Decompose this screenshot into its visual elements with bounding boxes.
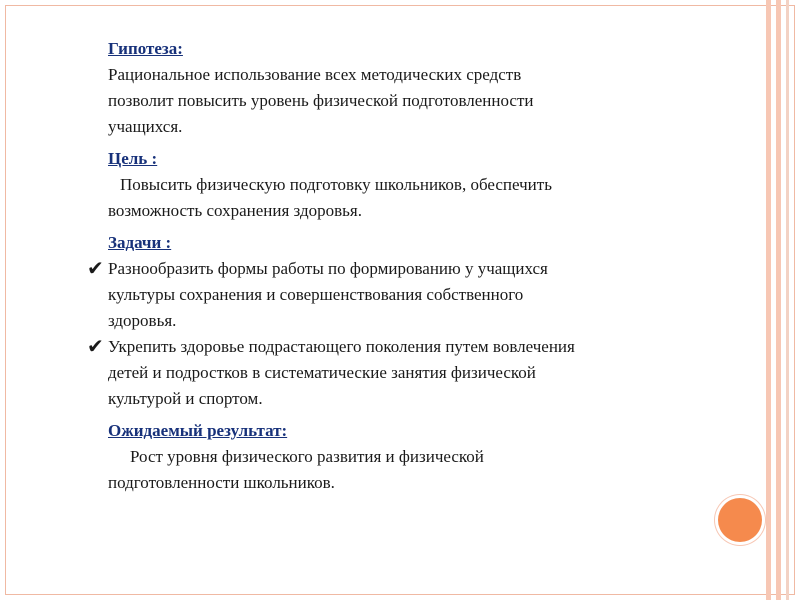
goal-heading: Цель :	[108, 149, 158, 168]
task-item: ✔ Укрепить здоровье подрастающего поколения путем вовлечения детей и подростков в систематические занятия физической культурой и спортом.	[87, 336, 575, 408]
goal-text: Повысить физическую подготовку школьников, обеспечить возможность сохранения здоровья.	[108, 175, 552, 220]
decor-stripe	[776, 0, 781, 600]
result-text: Рост уровня физического развития и физической подготовленности школьников.	[108, 447, 484, 492]
decor-circle	[718, 498, 762, 542]
goal-section	[108, 146, 578, 224]
check-mark-icon: ✔	[87, 336, 104, 358]
check-mark-icon: ✔	[87, 258, 104, 280]
hypothesis-heading: Гипотеза:	[108, 39, 183, 58]
tasks-section	[87, 230, 578, 412]
task-item: ✔ Разнообразить формы работы по формированию у учащихся культуры сохранения и совершенствования собственного здоровья.	[87, 258, 548, 330]
result-section	[108, 418, 578, 496]
hypothesis-section	[108, 36, 578, 140]
tasks-heading: Задачи :	[108, 233, 172, 252]
hypothesis-text: Рациональное использование всех методических средств позволит повысить уровень физической подготовленности учащихся.	[108, 65, 534, 136]
result-heading: Ожидаемый результат:	[108, 421, 288, 440]
slide-content	[87, 36, 578, 502]
decor-stripe	[766, 0, 771, 600]
decor-stripe	[786, 0, 789, 600]
